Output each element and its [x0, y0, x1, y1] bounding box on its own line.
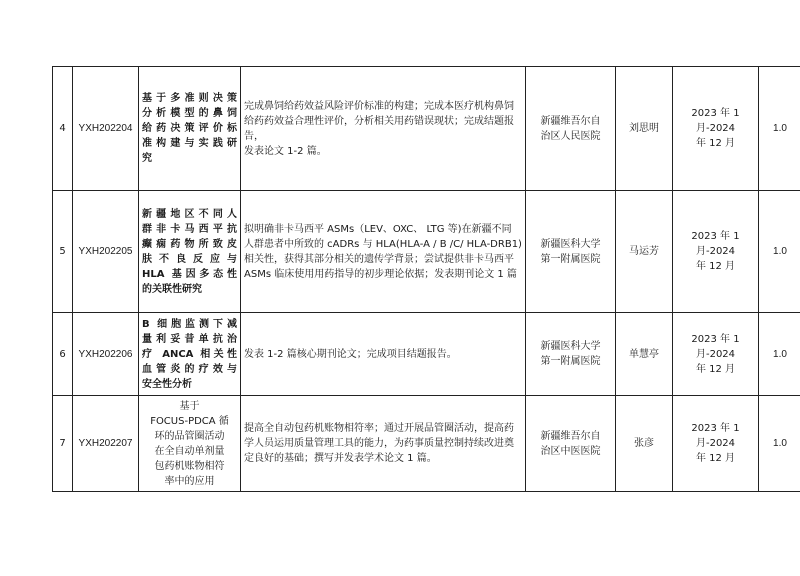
project-goal: 完成鼻饲给药效益风险评价标准的构建；完成本医疗机构鼻饲 给药药效益合理性评价，分析相关用药错误现状；完成结题报告， 发表论文 1-2 篇。 [241, 67, 526, 191]
project-table [52, 66, 800, 492]
project-title: B 细胞监测下减 量利妥昔单抗治 疗 ANCA 相关性 血管炎的疗效与 安全性分析 [139, 313, 241, 396]
project-unit: 新疆医科大学 第一附属医院 [526, 313, 616, 396]
project-code: YXH202205 [73, 191, 139, 313]
project-goal: 拟明确非卡马西平 ASMs（LEV、OXC、 LTG 等)在新疆不同 人群患者中所致的 cADRs 与 HLA(HLA-A / B /C/ HLA-DRB1) 相关性，获得其部分相关的遗传学背景；尝试提供非卡马西平 ASMs 临床使用用药指导的初步理论依据；发表期刊论文 1 篇 [241, 191, 526, 313]
project-period: 2023 年 1 月-2024 年 12 月 [673, 396, 759, 492]
table-row [53, 313, 800, 396]
row-number: 6 [53, 313, 73, 396]
project-period: 2023 年 1 月-2024 年 12 月 [673, 67, 759, 191]
row-number: 7 [53, 396, 73, 492]
project-fund: 1.0 [759, 313, 800, 396]
project-unit: 新疆医科大学 第一附属医院 [526, 191, 616, 313]
project-goal: 发表 1-2 篇核心期刊论文；完成项目结题报告。 [241, 313, 526, 396]
project-unit: 新疆维吾尔自 治区人民医院 [526, 67, 616, 191]
project-title: 基于多准则决策 分析模型的鼻饲 给药决策评价标 准构建与实践研 究 [139, 67, 241, 191]
row-number: 4 [53, 67, 73, 191]
project-code: YXH202204 [73, 67, 139, 191]
project-title: 基于 FOCUS-PDCA 循 环的品管圈活动 在全自动单剂量 包药机账物相符 率中的应用 [139, 396, 241, 492]
project-period: 2023 年 1 月-2024 年 12 月 [673, 313, 759, 396]
project-leader: 刘思明 [616, 67, 673, 191]
project-code: YXH202207 [73, 396, 139, 492]
project-leader: 张彦 [616, 396, 673, 492]
table-row [53, 191, 800, 313]
project-code: YXH202206 [73, 313, 139, 396]
row-number: 5 [53, 191, 73, 313]
project-fund: 1.0 [759, 396, 800, 492]
project-leader: 马运芳 [616, 191, 673, 313]
project-unit: 新疆维吾尔自 治区中医医院 [526, 396, 616, 492]
table-row [53, 396, 800, 492]
project-period: 2023 年 1 月-2024 年 12 月 [673, 191, 759, 313]
project-fund: 1.0 [759, 67, 800, 191]
project-title: 新疆地区不同人 群非卡马西平抗 癫痫药物所致皮 肤不良反应与 HLA 基因多态性 的关联性研究 [139, 191, 241, 313]
project-leader: 单慧亭 [616, 313, 673, 396]
table-row [53, 67, 800, 191]
project-fund: 1.0 [759, 191, 800, 313]
project-goal: 提高全自动包药机账物相符率；通过开展品管圈活动，提高药 学人员运用质量管理工具的能力，为药事质量控制持续改进奠 定良好的基础；撰写并发表学术论文 1 篇。 [241, 396, 526, 492]
